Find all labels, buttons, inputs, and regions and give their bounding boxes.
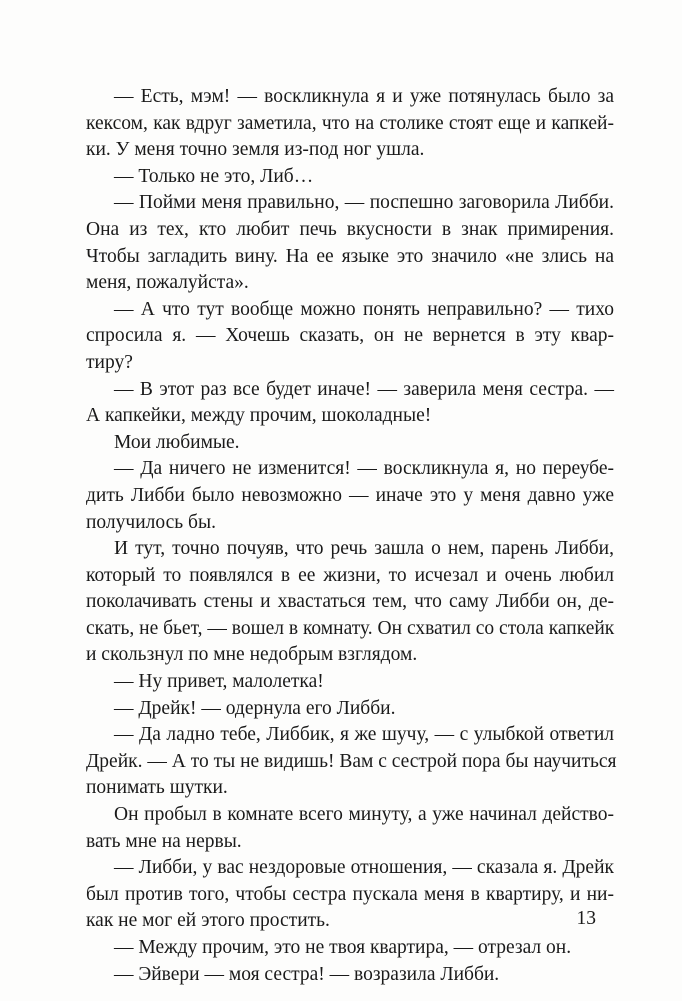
text-line: дить Либби было невозможно — иначе это у меня давно уже: [86, 484, 614, 506]
page-number: 13: [576, 908, 596, 929]
text-line: Дрейк. — А то ты не видишь! Вам с сестрой пора бы научиться: [86, 750, 617, 772]
text-line: тиру?: [86, 351, 133, 373]
text-line: вать мне на нервы.: [86, 830, 242, 852]
text-line: — Пойми меня правильно, — поспешно заговорила Либби.: [114, 192, 614, 214]
text-line: А капкейки, между прочим, шоколадные!: [86, 405, 432, 427]
text-line: — Есть, мэм! — воскликнула я и уже потянулась было за: [114, 86, 614, 107]
text-line: поколачивать стены и хвастаться тем, что саму Либби он, де-: [86, 591, 614, 613]
text-line: ки. У меня точно земля из-под ног ушла.: [86, 139, 425, 161]
text-line: Она из тех, кто любит печь вкусности в знак примирения.: [86, 218, 614, 240]
text-line: Он пробыл в комнате всего минуту, а уже начинал действо-: [114, 804, 614, 826]
text-line: меня, пожалуйста».: [86, 272, 249, 294]
text-line: И тут, точно почуяв, что речь зашла о нем, парень Либби,: [114, 538, 614, 560]
text-line: и скользнул по мне недобрым взглядом.: [86, 644, 418, 666]
text-line: был против того, чтобы сестра пускала меня в квартиру, и ни-: [86, 883, 614, 905]
text-line: Чтобы загладить вину. На ее языке это значило «не злись на: [86, 245, 614, 267]
text-line: кексом, как вдруг заметила, что на столике стоят еще и капкей-: [86, 112, 614, 134]
text-line: который то появлялся в ее жизни, то исчезал и очень любил: [86, 564, 614, 586]
text-line: понимать шутки.: [86, 777, 228, 799]
text-line: — А что тут вообще можно понять неправильно? — тихо: [114, 298, 614, 320]
text-line: — Да ладно тебе, Либбик, я же шучу, — с улыбкой ответил: [114, 724, 614, 746]
text-line: Мои любимые.: [114, 431, 240, 453]
text-line: — Либби, у вас нездоровые отношения, — сказала я. Дрейк: [114, 857, 614, 879]
text-line: — Ну привет, малолетка!: [114, 671, 324, 693]
text-line: — Эйвери — моя сестра! — возразила Либби.: [114, 963, 500, 985]
text-line: скать, не бьет, — вошел в комнату. Он схватил со стола капкейк: [86, 617, 615, 639]
body-text: [86, 84, 617, 988]
text-line: — Только не это, Либ…: [114, 165, 314, 187]
text-line: — Дрейк! — одернула его Либби.: [114, 697, 396, 719]
text-line: — Да ничего не изменится! — воскликнула я, но переубе-: [114, 458, 614, 480]
text-line: — Между прочим, это не твоя квартира, — отрезал он.: [114, 937, 572, 958]
text-line: — В этот раз все будет иначе! — заверила меня сестра. —: [114, 378, 614, 400]
text-line: как не мог ей этого простить.: [86, 910, 330, 932]
text-line: получилось бы.: [86, 511, 216, 533]
text-line: спросила я. — Хочешь сказать, он не вернется в эту квар-: [86, 325, 614, 347]
